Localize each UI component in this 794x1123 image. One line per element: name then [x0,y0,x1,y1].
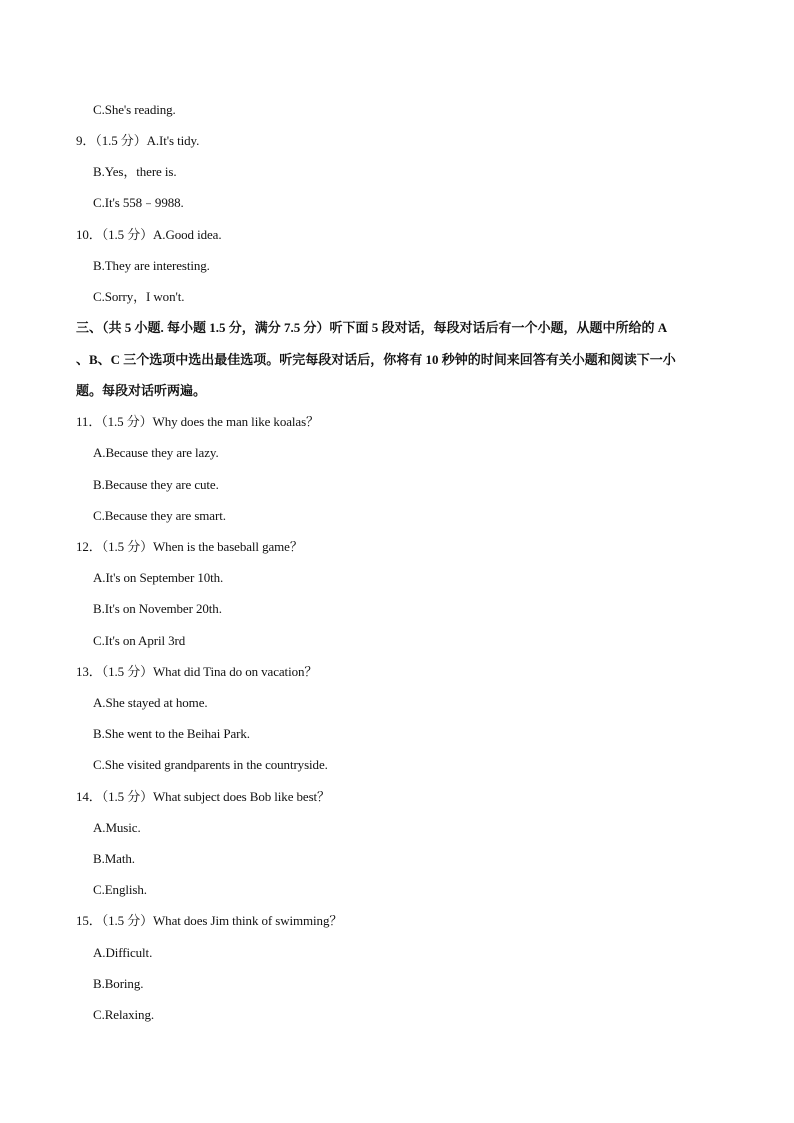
q13-option-b: B.She went to the Beihai Park. [93,726,250,741]
q10-stem: 10．（1.5 分）A.Good idea. [76,227,222,242]
q11-option-b: B.Because they are cute. [93,477,219,492]
q15-option-a: A.Difficult. [93,945,153,960]
q14-stem: 14．（1.5 分）What subject does Bob like best？ [76,789,330,804]
section-3-instructions-line-3: 题。每段对话听两遍。 [76,383,207,398]
q9-stem: 9．（1.5 分）A.It's tidy. [76,133,200,148]
q11-option-c: C.Because they are smart. [93,508,226,523]
q13-option-c: C.She visited grandparents in the countryside. [93,757,328,772]
q12-stem: 12．（1.5 分）When is the baseball game？ [76,539,303,554]
section-3-instructions-line-1: 三、（共 5 小题. 每小题 1.5 分，满分 7.5 分）听下面 5 段对话，每段对话后有一个小题，从题中所给的 A [76,320,668,335]
section-3-instructions-line-2: 、B、C 三个选项中选出最佳选项。听完每段对话后，你将有 10 秒钟的时间来回答有关小题和阅读下一小 [76,352,676,367]
q12-option-b: B.It's on November 20th. [93,601,222,616]
q15-stem: 15．（1.5 分）What does Jim think of swimming？ [76,913,343,928]
q13-stem: 13．（1.5 分）What did Tina do on vacation？ [76,664,318,679]
q15-option-b: B.Boring. [93,976,144,991]
q10-option-c: C.Sorry，I won't. [93,289,185,304]
q11-option-a: A.Because they are lazy. [93,445,219,460]
q13-option-a: A.She stayed at home. [93,695,208,710]
q9-option-b: B.Yes，there is. [93,164,177,179]
q15-option-c: C.Relaxing. [93,1007,155,1022]
q12-option-a: A.It's on September 10th. [93,570,224,585]
q11-stem: 11．（1.5 分）Why does the man like koalas？ [76,414,319,429]
q9-option-c: C.It's 558﹣9988. [93,195,184,210]
q14-option-c: C.English. [93,882,147,897]
q12-option-c: C.It's on April 3rd [93,633,186,648]
q8-option-c: C.She's reading. [93,102,176,117]
q14-option-b: B.Math. [93,851,135,866]
q14-option-a: A.Music. [93,820,141,835]
q10-option-b: B.They are interesting. [93,258,210,273]
